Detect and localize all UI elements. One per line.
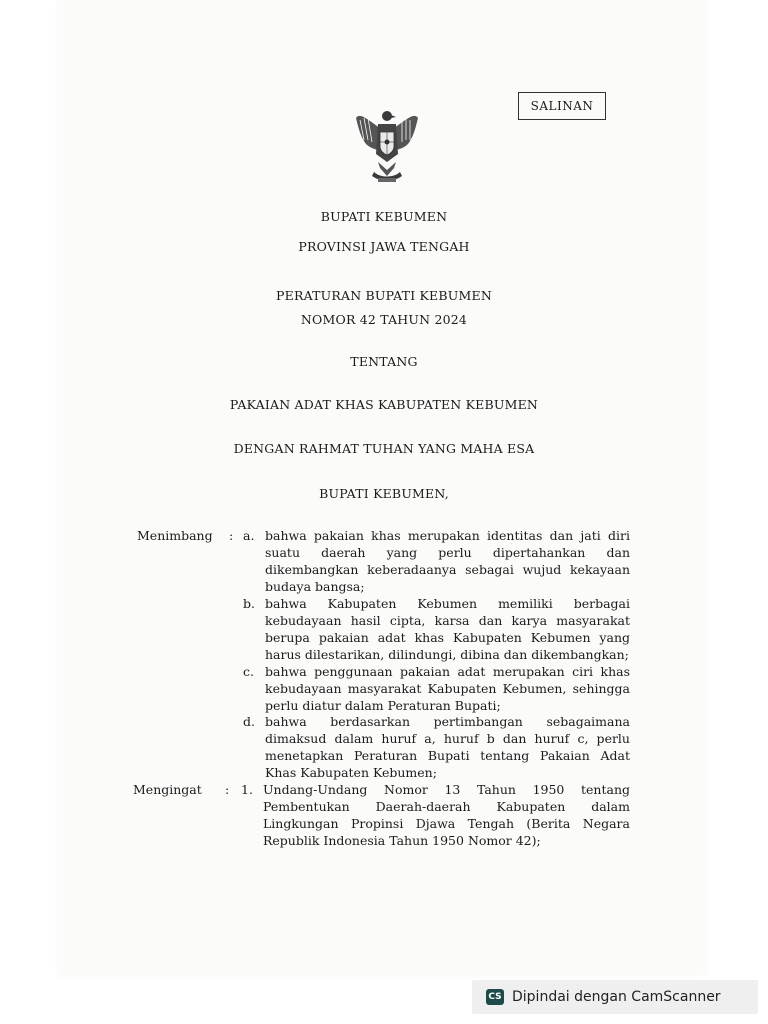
mengingat-marker-1: 1. bbox=[241, 782, 253, 797]
menimbang-colon: : bbox=[229, 528, 234, 543]
menimbang-item-a-text: bahwa pakaian khas merupakan identitas dan jati diri suatu daerah yang perlu dipertahankan dan dikembangkan keberadaanya sebagai wujud kekayaan budaya bangsa; bbox=[265, 528, 630, 594]
menimbang-label: Menimbang bbox=[137, 528, 213, 543]
camscanner-label: Dipindai dengan CamScanner bbox=[512, 989, 721, 1005]
camscanner-watermark bbox=[472, 980, 758, 1014]
menimbang-item-b-text: bahwa Kabupaten Kebumen memiliki berbagai kebudayaan hasil cipta, karsa dan karya masyarakat berupa pakaian adat khas Kabupaten Kebumen yang harus dilestarikan, dilindungi, dibina dan dikembangkan; bbox=[265, 596, 630, 662]
preamble-line: DENGAN RAHMAT TUHAN YANG MAHA ESA bbox=[233, 441, 535, 456]
menimbang-item-a bbox=[265, 527, 630, 595]
regulation-number: NOMOR 42 TAHUN 2024 bbox=[300, 312, 468, 327]
menimbang-marker-c: c. bbox=[243, 664, 254, 679]
mengingat-item-1 bbox=[263, 781, 630, 849]
menimbang-marker-d: d. bbox=[243, 714, 255, 729]
menimbang-item-c bbox=[265, 663, 630, 714]
mengingat-item-1-text: Undang-Undang Nomor 13 Tahun 1950 tentang Pembentukan Daerah-daerah Kabupaten dalam Lingkungan Propinsi Djawa Tengah (Berita Negara Republik Indonesia Tahun 1950 Nomor 42); bbox=[263, 782, 630, 848]
menimbang-item-d-text: bahwa berdasarkan pertimbangan sebagaimana dimaksud dalam huruf a, huruf b dan huruf c, perlu menetapkan Peraturan Bupati tentang Pakaian Adat Khas Kabupaten Kebumen; bbox=[265, 714, 630, 780]
menimbang-marker-a: a. bbox=[243, 528, 255, 543]
menimbang-marker-b: b. bbox=[243, 596, 255, 611]
menimbang-item-b bbox=[265, 595, 630, 663]
header-province: PROVINSI JAWA TENGAH bbox=[298, 239, 470, 254]
mengingat-label: Mengingat bbox=[133, 782, 202, 797]
mengingat-colon: : bbox=[225, 782, 230, 797]
tentang-heading: TENTANG bbox=[350, 354, 418, 369]
salinan-stamp: SALINAN bbox=[518, 92, 606, 120]
camscanner-logo-icon: CS bbox=[486, 989, 504, 1005]
bupati-heading: BUPATI KEBUMEN, bbox=[319, 486, 449, 501]
menimbang-item-c-text: bahwa penggunaan pakaian adat merupakan ciri khas kebudayaan masyarakat Kabupaten Kebumen, sehingga perlu diatur dalam Peraturan Bupati; bbox=[265, 664, 630, 713]
garuda-emblem-icon bbox=[350, 106, 424, 186]
regulation-title: PERATURAN BUPATI KEBUMEN bbox=[276, 288, 492, 303]
header-title-line-1: BUPATI KEBUMEN bbox=[320, 209, 448, 224]
menimbang-item-d bbox=[265, 713, 630, 781]
regulation-subject: PAKAIAN ADAT KHAS KABUPATEN KEBUMEN bbox=[229, 397, 539, 412]
